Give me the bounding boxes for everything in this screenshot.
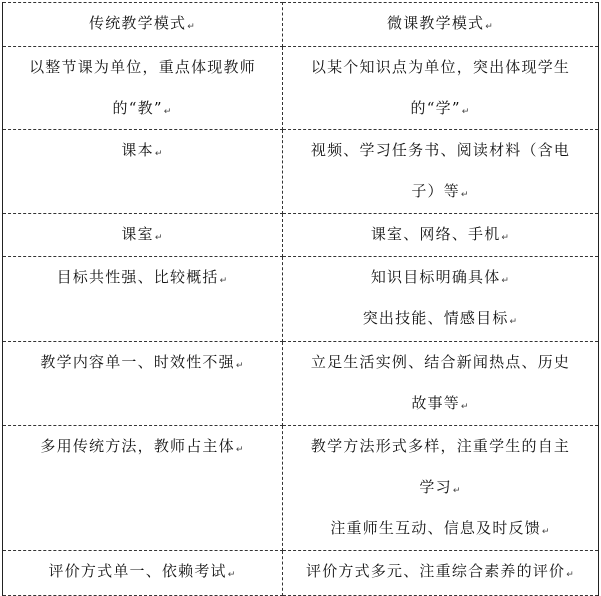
cell-text-line: 的“学” (410, 99, 461, 117)
cell-traditional (3, 426, 283, 551)
cell-text-line: 的“教” (112, 99, 163, 117)
paragraph-mark-icon: ↵ (460, 402, 470, 412)
cell-traditional (3, 342, 283, 426)
cell-text-line: 评价方式单一、依赖考试 (48, 562, 227, 580)
cell-microlesson (283, 426, 599, 551)
table-row (3, 551, 599, 596)
cell-text-line: 知识目标明确具体 (370, 268, 501, 286)
cell-text-line: 目标共性强、比较概括 (56, 268, 219, 286)
paragraph-mark-icon: ↵ (460, 190, 470, 200)
cell-text-line: 课室 (121, 225, 154, 243)
paragraph-mark-icon: ↵ (163, 107, 173, 117)
cell-microlesson (283, 342, 599, 426)
paragraph-mark-icon: ↵ (187, 22, 196, 32)
paragraph-mark-icon: ↵ (461, 107, 471, 117)
cell-text-line: 课室、网络、手机 (370, 225, 501, 243)
header-cell-microlesson (283, 3, 599, 47)
cell-text-line: 立足生活实例、结合新闻热点、历史 (310, 353, 571, 371)
cell-traditional (3, 551, 283, 596)
header-cell-traditional (3, 3, 283, 47)
cell-text-line: 故事等 (411, 394, 460, 412)
cell-text-line: 学习 (419, 478, 452, 496)
paragraph-mark-icon: ↵ (219, 276, 229, 286)
paragraph-mark-icon: ↵ (227, 570, 237, 580)
paragraph-mark-icon: ↵ (566, 570, 575, 580)
cell-text-line: 突出技能、情感目标 (362, 309, 509, 327)
table-row (3, 342, 599, 426)
paragraph-mark-icon: ↵ (452, 486, 462, 496)
paragraph-mark-icon: ↵ (501, 233, 511, 243)
cell-text-line: 多用传统方法，教师占主体 (40, 437, 235, 455)
table-row (3, 214, 599, 257)
cell-text-line: 课本 (121, 141, 154, 159)
cell-traditional (3, 130, 283, 214)
cell-text-line: 以整节课为单位，重点体现教师 (29, 58, 256, 76)
paragraph-mark-icon: ↵ (541, 527, 551, 537)
cell-microlesson (283, 214, 599, 257)
paragraph-mark-icon: ↵ (235, 361, 245, 371)
table-row (3, 130, 599, 214)
cell-text-line: 教学方法形式多样，注重学生的自主 (310, 437, 571, 455)
cell-traditional (3, 257, 283, 342)
paragraph-mark-icon: ↵ (501, 276, 511, 286)
cell-text-line: 以某个知识点为单位，突出体现学生 (310, 58, 571, 76)
cell-traditional (3, 47, 283, 130)
cell-traditional (3, 214, 283, 257)
cell-text-line: 教学内容单一、时效性不强 (40, 353, 235, 371)
paragraph-mark-icon: ↵ (509, 317, 519, 327)
paragraph-mark-icon: ↵ (154, 149, 164, 159)
teaching-mode-comparison-table (2, 2, 599, 596)
cell-text-line: 视频、学习任务书、阅读材料（含电 (310, 141, 571, 159)
paragraph-mark-icon: ↵ (154, 233, 164, 243)
header-row (3, 3, 599, 47)
cell-text-line: 子）等 (411, 182, 460, 200)
header-microlesson-label: 微课教学模式 (387, 14, 485, 32)
cell-microlesson (283, 257, 599, 342)
cell-microlesson (283, 130, 599, 214)
cell-microlesson (283, 551, 599, 596)
header-traditional-label: 传统教学模式 (89, 14, 187, 32)
table-row (3, 257, 599, 342)
paragraph-mark-icon: ↵ (485, 22, 494, 32)
cell-microlesson (283, 47, 599, 130)
cell-text-line: 评价方式多元、注重综合素养的评价 (306, 562, 566, 580)
cell-text-line: 注重师生互动、信息及时反馈 (330, 519, 541, 537)
table-row (3, 47, 599, 130)
table-row (3, 426, 599, 551)
paragraph-mark-icon: ↵ (235, 445, 245, 455)
